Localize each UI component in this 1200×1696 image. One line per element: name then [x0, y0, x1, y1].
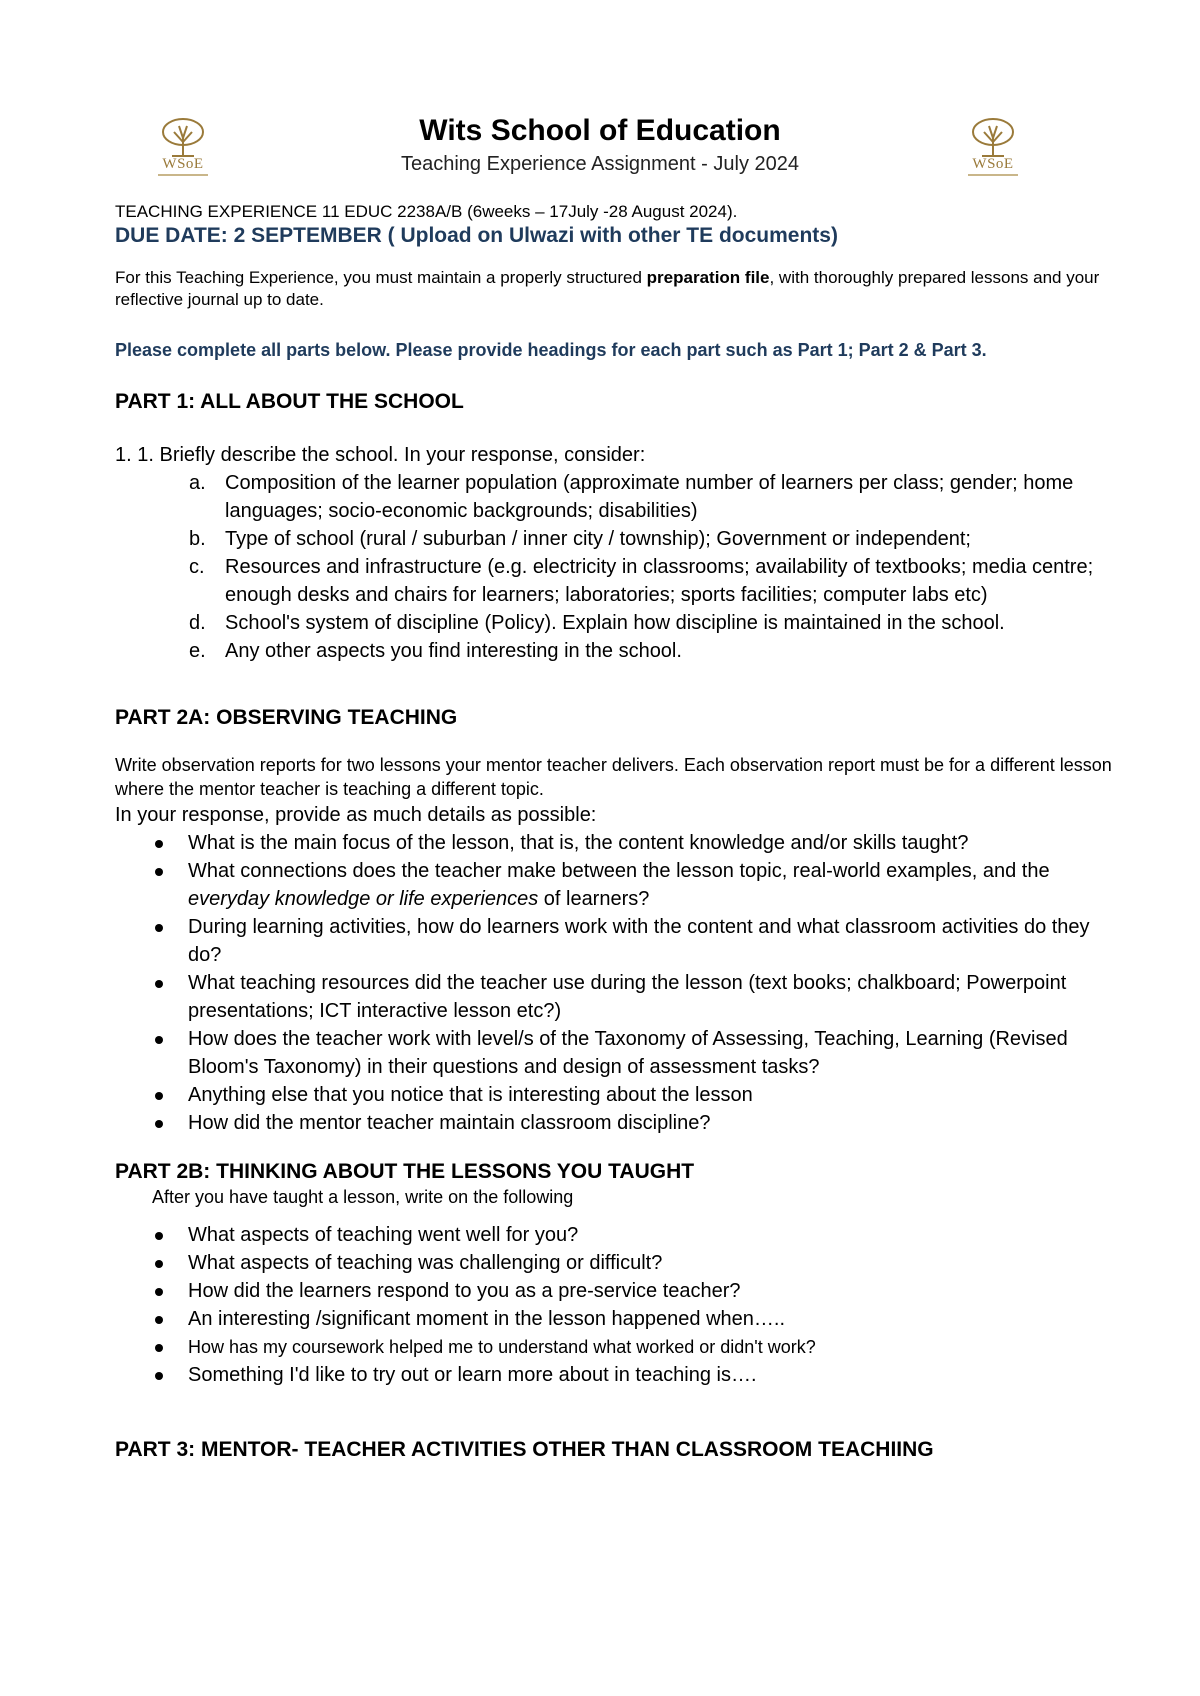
list-item — [115, 1277, 1115, 1305]
list-item — [115, 1333, 1115, 1361]
list-item — [115, 1305, 1115, 1333]
bullet-icon — [155, 1036, 163, 1044]
list-item — [115, 1025, 1115, 1081]
list-marker: e. — [189, 640, 206, 662]
bullet-icon — [155, 1120, 163, 1128]
list-item-italic: everyday knowledge or life experiences — [188, 888, 539, 910]
document-body — [115, 202, 1115, 1463]
intro-paragraph — [115, 267, 1115, 311]
list-item — [115, 1109, 1115, 1137]
list-item — [115, 1249, 1115, 1277]
list-item-text: An interesting /significant moment in the lesson happened when….. — [188, 1308, 786, 1330]
list-item — [115, 469, 1115, 525]
list-item-text: What is the main focus of the lesson, that is, the content knowledge and/or skills taught? — [188, 832, 969, 854]
page-title: Wits School of Education — [419, 114, 781, 147]
part2a-response-note: In your response, provide as much details as possible: — [115, 804, 597, 826]
part2b-list — [115, 1221, 1115, 1389]
part2b-heading: PART 2B: THINKING ABOUT THE LESSONS YOU TAUGHT — [115, 1160, 695, 1183]
list-item-text: Composition of the learner population (approximate number of learners per class; gender; home languages; socio-economic backgrounds; disabilities) — [225, 472, 1074, 522]
course-line: TEACHING EXPERIENCE 11 EDUC 2238A/B (6weeks – 17July -28 August 2024). — [115, 202, 738, 221]
list-item-text: How has my coursework helped me to understand what worked or didn't work? — [188, 1337, 816, 1357]
list-item-text-end: of learners? — [538, 888, 650, 910]
list-item — [115, 829, 1115, 857]
intro-bold: preparation file — [646, 268, 770, 287]
part1-question: 1. 1. Briefly describe the school. In your response, consider: — [115, 444, 646, 466]
list-item — [115, 1081, 1115, 1109]
intro-text: For this Teaching Experience, you must maintain a properly structured — [115, 268, 647, 287]
bullet-icon — [155, 980, 163, 988]
list-item — [115, 525, 1115, 553]
bullet-icon — [155, 1092, 163, 1100]
list-item-text: Anything else that you notice that is interesting about the lesson — [188, 1084, 753, 1106]
list-item-text: How does the teacher work with level/s of the Taxonomy of Assessing, Teaching, Learning (Revised Bloom's Taxonomy) in their questions and design of assessment tasks? — [188, 1028, 1068, 1078]
list-item-text: School's system of discipline (Policy). Explain how discipline is maintained in the school. — [225, 612, 1005, 634]
list-item-text: What connections does the teacher make between the lesson topic, real-world examples, and the — [188, 860, 1050, 882]
part2a-intro: Write observation reports for two lessons your mentor teacher delivers. Each observation report must be for a different lesson where the mentor teacher is teaching a different topic. — [115, 755, 1112, 799]
part1-list — [115, 469, 1115, 665]
list-item-text: How did the learners respond to you as a pre-service teacher? — [188, 1280, 741, 1302]
bullet-icon — [155, 1288, 163, 1296]
list-item-text: Any other aspects you find interesting in the school. — [225, 640, 682, 662]
list-item-text: What teaching resources did the teacher use during the lesson (text books; chalkboard; Powerpoint presentations; ICT interactive lesson etc?) — [188, 972, 1067, 1022]
list-item-text: Something I'd like to try out or learn more about in teaching is…. — [188, 1364, 757, 1386]
list-marker: d. — [189, 612, 206, 634]
part2a-list — [115, 829, 1115, 1137]
list-item-text: Resources and infrastructure (e.g. electricity in classrooms; availability of textbooks; media centre; enough desks and chairs for learners; laboratories; sports facilities; computer labs etc) — [225, 556, 1094, 606]
list-item — [115, 913, 1115, 969]
bullet-icon — [155, 840, 163, 848]
intro-text-end: , with thoroughly prepared lessons and your reflective journal up to date. — [115, 268, 1100, 309]
bullet-icon — [155, 1372, 163, 1380]
list-item — [115, 857, 1115, 913]
list-marker: a. — [189, 472, 206, 494]
list-item-text: What aspects of teaching was challenging or difficult? — [188, 1252, 663, 1274]
part1-heading: PART 1: ALL ABOUT THE SCHOOL — [115, 390, 464, 413]
due-date: DUE DATE: 2 SEPTEMBER ( Upload on Ulwazi with other TE documents) — [115, 224, 838, 247]
bullet-icon — [155, 868, 163, 876]
list-marker: b. — [189, 528, 206, 550]
part3-heading: PART 3: MENTOR- TEACHER ACTIVITIES OTHER THAN CLASSROOM TEACHIING — [115, 1438, 934, 1461]
page-subtitle: Teaching Experience Assignment - July 2024 — [400, 153, 799, 175]
bullet-icon — [155, 1260, 163, 1268]
bullet-icon — [155, 1344, 163, 1352]
list-item — [115, 553, 1115, 609]
list-item-text: Type of school (rural / suburban / inner city / township); Government or independent; — [225, 528, 971, 550]
bullet-icon — [155, 1232, 163, 1240]
list-item — [115, 969, 1115, 1025]
list-item-text: What aspects of teaching went well for you? — [188, 1224, 579, 1246]
list-item-text: How did the mentor teacher maintain classroom discipline? — [188, 1112, 711, 1134]
bullet-icon — [155, 924, 163, 932]
logo-text: WSoE — [162, 156, 204, 172]
part2b-intro: After you have taught a lesson, write on the following — [152, 1187, 574, 1207]
list-item-text: During learning activities, how do learners work with the content and what classroom activities do they do? — [188, 916, 1090, 966]
logo-text: WSoE — [972, 156, 1014, 172]
list-item — [115, 609, 1115, 637]
part2a-heading: PART 2A: OBSERVING TEACHING — [115, 706, 458, 729]
list-item — [115, 637, 1115, 665]
list-item — [115, 1221, 1115, 1249]
list-item — [115, 1361, 1115, 1389]
instructions: Please complete all parts below. Please provide headings for each part such as Part 1; Part 2 & Part 3. — [115, 340, 987, 360]
list-marker: c. — [189, 556, 205, 578]
bullet-icon — [155, 1316, 163, 1324]
